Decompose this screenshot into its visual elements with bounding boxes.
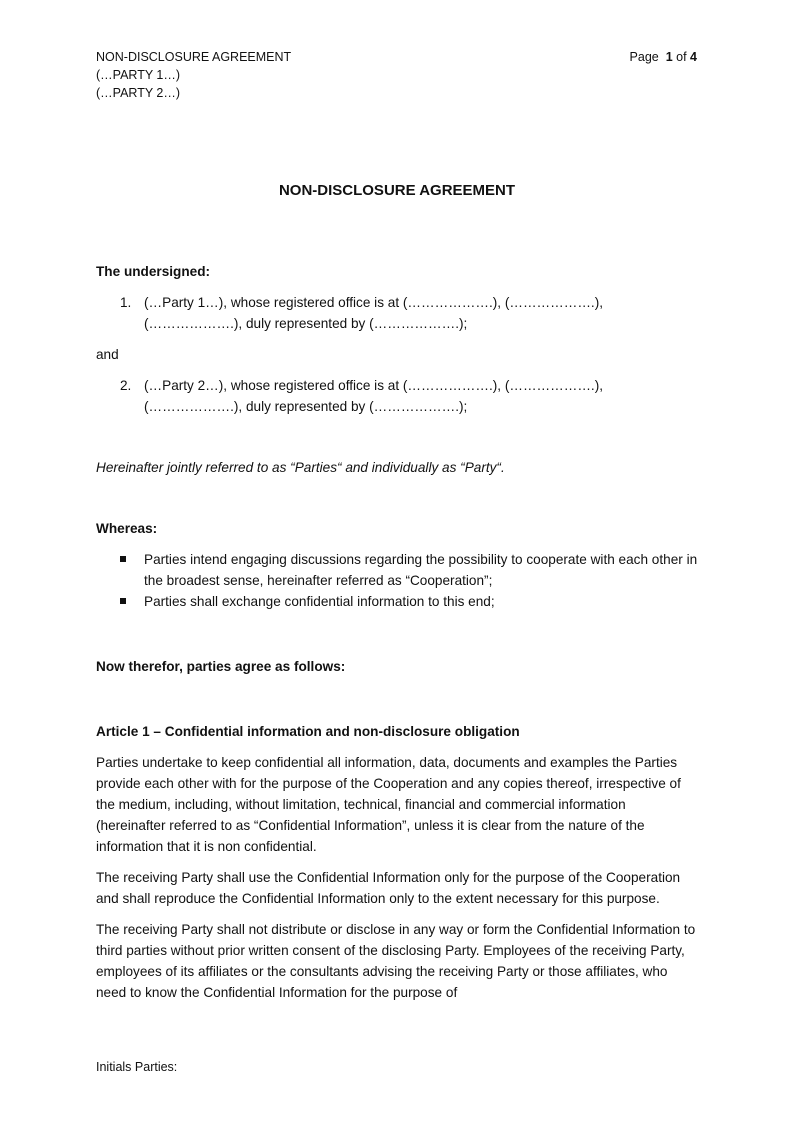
hereinafter-text: Hereinafter jointly referred to as “Parties“ and individually as “Party“.	[96, 460, 505, 475]
article-1-heading: Article 1 – Confidential information and non-disclosure obligation	[96, 724, 520, 739]
footer-initials: Initials Parties:	[96, 1060, 178, 1074]
bullet-icon	[120, 598, 126, 604]
party-item-2	[120, 375, 698, 417]
party-text: (…Party 2…), whose registered office is at (……………….), (……………….), (……………….), duly represented by (……………….);	[144, 378, 604, 414]
whereas-item	[144, 549, 698, 591]
now-therefor-heading: Now therefor, parties agree as follows:	[96, 659, 346, 674]
document-body	[96, 180, 698, 1013]
party-text: (…Party 1…), whose registered office is at (……………….), (……………….), (……………….), duly represented by (……………….);	[144, 295, 604, 331]
page-header-left	[96, 48, 291, 102]
document-title: NON-DISCLOSURE AGREEMENT	[278, 182, 516, 199]
whereas-item-text: Parties shall exchange confidential information to this end;	[144, 594, 495, 609]
parties-list	[96, 292, 698, 334]
whereas-list	[96, 549, 698, 612]
bullet-icon	[120, 556, 126, 562]
header-title: NON-DISCLOSURE AGREEMENT	[96, 50, 292, 64]
page-of: of	[676, 50, 687, 64]
page-current: 1	[665, 50, 673, 64]
parties-list-2	[96, 375, 698, 417]
header-party-1: (…PARTY 1…)	[96, 68, 181, 82]
page-label: Page	[629, 50, 659, 64]
and-text: and	[96, 347, 119, 362]
party-item-1	[120, 292, 698, 334]
party-number: 2.	[120, 378, 132, 393]
page-number	[630, 48, 697, 66]
whereas-item	[144, 591, 698, 612]
party-number: 1.	[120, 295, 132, 310]
article-1-paragraph: Parties undertake to keep confidential all information, data, documents and examples the Parties provide each other with for the purpose of the Cooperation and any copies thereof, irrespective of the medium, including, without limitation, technical, financial and commercial information (hereinafter referred to as “Confidential Information”, unless it is clear from the nature of the information that it is non confidential.	[96, 755, 681, 854]
whereas-heading: Whereas:	[96, 521, 158, 536]
undersigned-heading: The undersigned:	[96, 264, 211, 279]
whereas-item-text: Parties intend engaging discussions regarding the possibility to cooperate with each other in the broadest sense, hereinafter referred as “Cooperation”;	[144, 552, 698, 588]
header-party-2: (…PARTY 2…)	[96, 86, 181, 100]
article-1-paragraph: The receiving Party shall not distribute or disclose in any way or form the Confidential Information to third parties without prior written consent of the disclosing Party. Employees of the receiving Party, employees of its affiliates or the consultants advising the receiving Party or those affiliates, who need to know the Confidential Information for the purpose of	[96, 922, 696, 1000]
article-1-paragraph: The receiving Party shall use the Confidential Information only for the purpose of the Cooperation and shall reproduce the Confidential Information only to the extent necessary for this purpose.	[96, 870, 681, 906]
page-total: 4	[690, 50, 697, 64]
